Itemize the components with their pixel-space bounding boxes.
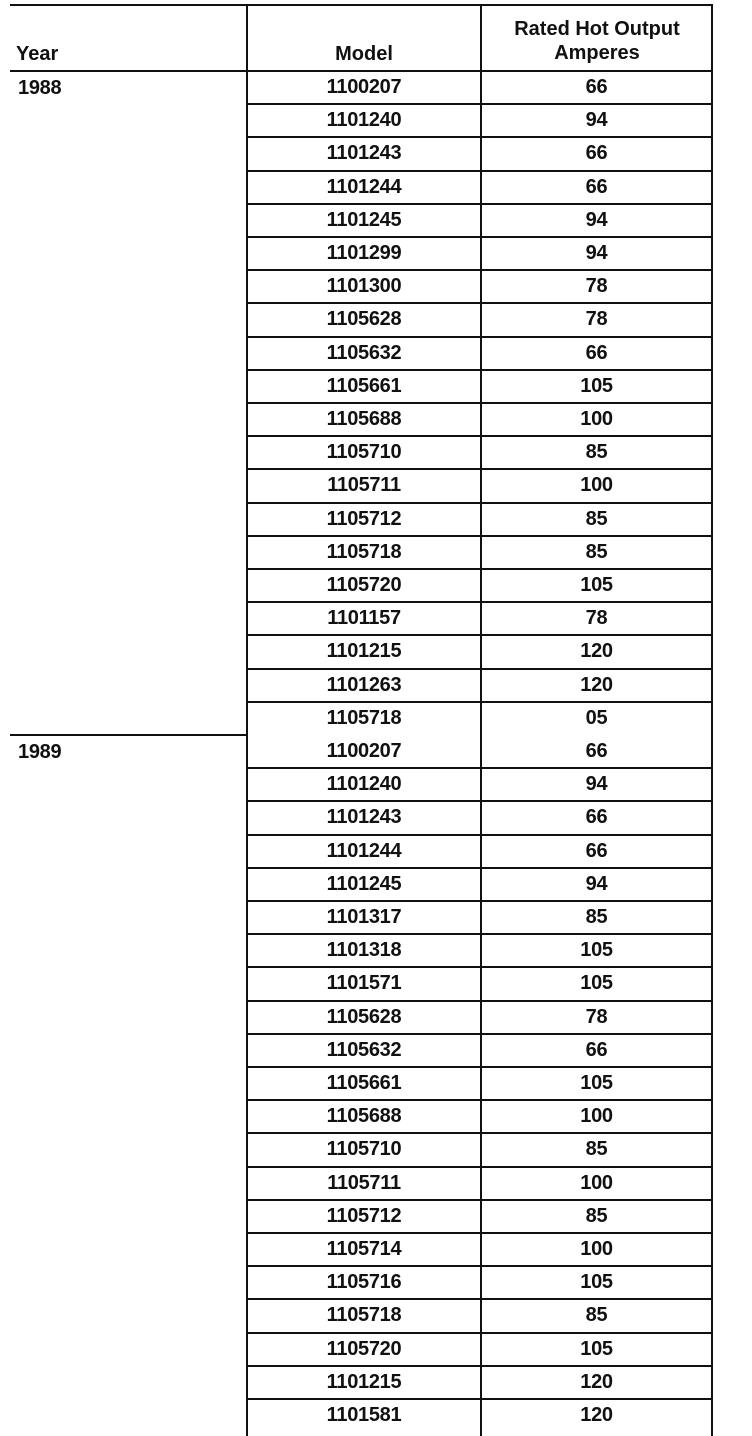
table-row [246, 535, 713, 568]
amperes-cell: 78 [585, 275, 608, 298]
model-cell: 1101571 [326, 972, 402, 995]
amperes-cell: 66 [585, 175, 608, 198]
model-cell: 1105720 [326, 574, 402, 596]
amperes-cell: 120 [580, 640, 613, 663]
year-group-divider [10, 734, 246, 736]
table-row [246, 203, 713, 236]
table-row [246, 1132, 713, 1165]
table-row [246, 336, 713, 369]
amperes-cell: 85 [585, 1138, 608, 1161]
amperes-cell: 120 [580, 1370, 613, 1393]
model-cell: 1105716 [326, 1271, 402, 1294]
table-row [246, 103, 713, 136]
table-row [246, 867, 713, 900]
amperes-cell: 105 [580, 1271, 613, 1294]
model-cell: 1101243 [326, 142, 402, 165]
model-cell: 1101243 [326, 806, 402, 829]
table-row [246, 502, 713, 535]
model-cell: 1101300 [326, 275, 402, 298]
table-row [246, 1232, 713, 1265]
model-cell: 1105661 [326, 374, 402, 397]
amperes-cell: 105 [580, 574, 613, 596]
amperes-cell: 105 [580, 1072, 613, 1094]
model-cell: 1105661 [326, 1072, 402, 1094]
amperes-cell: 94 [585, 872, 608, 895]
table-row [246, 1033, 713, 1066]
table-row [246, 1265, 713, 1298]
model-cell: 1105718 [326, 1304, 402, 1327]
model-cell: 1105714 [326, 1238, 402, 1260]
amperes-cell: 94 [585, 242, 608, 264]
amperes-cell: 100 [580, 1238, 613, 1260]
table-row [246, 900, 713, 933]
model-cell: 1101215 [326, 640, 402, 663]
model-cell: 1105712 [326, 1204, 402, 1227]
model-cell: 1105632 [326, 341, 402, 364]
amperes-cell: 66 [585, 740, 608, 762]
table-row [246, 800, 713, 833]
table-row [246, 1199, 713, 1232]
model-cell: 1101581 [326, 1404, 402, 1426]
model-cell: 1101244 [326, 175, 402, 198]
model-cell: 1105711 [327, 1171, 401, 1194]
amperes-cell: 100 [580, 474, 613, 497]
amperes-cell: 100 [580, 1105, 613, 1128]
table-row [246, 734, 713, 767]
model-cell: 1101244 [326, 839, 402, 862]
year-label: 1988 [18, 77, 62, 99]
model-cell: 1105628 [326, 308, 402, 331]
table-row [246, 634, 713, 667]
amperes-cell: 66 [585, 142, 608, 165]
amperes-cell: 94 [585, 773, 608, 796]
model-cell: 1101245 [326, 872, 402, 895]
alternator-output-table [10, 4, 713, 1436]
model-cell: 1105711 [327, 474, 401, 497]
table-row [246, 435, 713, 468]
amperes-cell: 105 [580, 1337, 613, 1360]
amperes-cell: 78 [585, 308, 608, 331]
model-cell: 1105712 [326, 507, 402, 530]
table-top-border [10, 4, 713, 6]
header-year: Year [16, 43, 59, 65]
amperes-cell: 94 [585, 109, 608, 132]
amperes-cell: 105 [580, 939, 613, 962]
header-rated-line1: Rated Hot Output [514, 18, 680, 40]
model-cell: 1105710 [326, 441, 402, 464]
model-cell: 1105632 [326, 1038, 402, 1061]
table-row [246, 136, 713, 169]
amperes-cell: 66 [585, 76, 608, 98]
amperes-cell: 85 [585, 1304, 608, 1327]
table-row [246, 302, 713, 335]
amperes-cell: 85 [585, 441, 608, 464]
model-cell: 1101240 [326, 109, 402, 132]
amperes-cell: 120 [580, 1404, 613, 1426]
model-cell: 1100207 [326, 76, 402, 98]
amperes-cell: 66 [585, 839, 608, 862]
table-row [246, 668, 713, 701]
amperes-cell: 78 [585, 607, 608, 630]
amperes-cell: 85 [585, 1204, 608, 1227]
table-row [246, 369, 713, 402]
table-row [246, 601, 713, 634]
model-cell: 1105718 [326, 706, 402, 729]
table-row [246, 70, 713, 103]
model-cell: 1101299 [326, 242, 402, 264]
table-row [246, 966, 713, 999]
amperes-cell: 120 [580, 673, 613, 696]
table-row [246, 1332, 713, 1365]
model-cell: 1101157 [327, 607, 401, 630]
table-row [246, 269, 713, 302]
header-model: Model [335, 43, 393, 65]
amperes-cell: 78 [585, 1005, 608, 1028]
amperes-cell: 100 [580, 1171, 613, 1194]
model-cell: 1101318 [326, 939, 402, 962]
amperes-cell: 66 [585, 341, 608, 364]
amperes-cell: 66 [585, 1038, 608, 1061]
table-row [246, 1365, 713, 1398]
table-row [246, 1298, 713, 1331]
model-cell: 1105688 [326, 1105, 402, 1128]
amperes-cell: 05 [585, 706, 608, 729]
table-row [246, 568, 713, 601]
amperes-cell: 100 [580, 408, 613, 430]
model-cell: 1105710 [326, 1138, 402, 1161]
table-row [246, 1000, 713, 1033]
model-cell: 1100207 [326, 740, 402, 762]
model-cell: 1101245 [326, 208, 402, 231]
table-row [246, 1099, 713, 1132]
table-row [246, 468, 713, 501]
header-rated-line2: Amperes [554, 42, 640, 64]
model-cell: 1105688 [326, 408, 402, 430]
table-row [246, 236, 713, 269]
amperes-cell: 94 [585, 208, 608, 231]
table-row [246, 1066, 713, 1099]
amperes-cell: 66 [585, 806, 608, 829]
model-cell: 1101215 [326, 1370, 402, 1393]
table-row [246, 701, 713, 734]
model-cell: 1105720 [326, 1337, 402, 1360]
model-cell: 1101317 [326, 906, 402, 928]
year-label: 1989 [18, 741, 62, 763]
table-row [246, 170, 713, 203]
model-cell: 1101240 [326, 773, 402, 796]
amperes-cell: 85 [585, 507, 608, 530]
table-row [246, 767, 713, 800]
table-row [246, 402, 713, 435]
table-row [246, 1166, 713, 1199]
table-row [246, 1398, 713, 1431]
model-cell: 1105718 [326, 540, 402, 563]
amperes-cell: 105 [580, 972, 613, 995]
table-row [246, 834, 713, 867]
amperes-cell: 85 [585, 540, 608, 563]
model-cell: 1101263 [326, 673, 402, 696]
table-row [246, 933, 713, 966]
model-cell: 1105628 [326, 1005, 402, 1028]
amperes-cell: 105 [580, 374, 613, 397]
amperes-cell: 85 [585, 906, 608, 928]
